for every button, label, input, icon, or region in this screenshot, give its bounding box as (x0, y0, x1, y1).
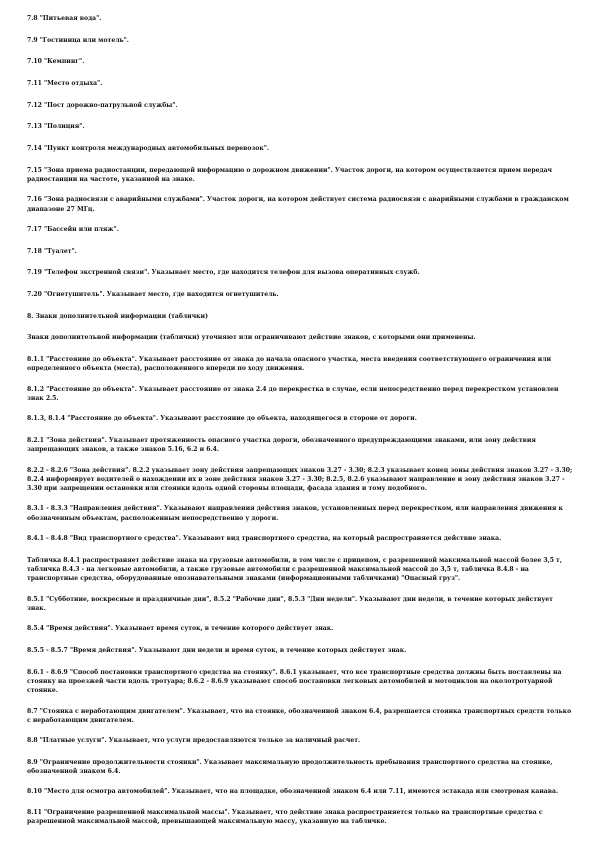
paragraph-7-18: 7.18 "Туалет". (27, 247, 77, 255)
paragraph-7-12: 7.12 "Пост дорожно-патрульной службы". (27, 101, 178, 109)
paragraph-7-8: 7.8 "Питьевая вода". (27, 15, 102, 22)
section-heading-8: 8. Знаки дополнительной информации (таблички) (27, 312, 208, 320)
paragraph-8-7: 8.7 "Стоянка с неработающим двигателем". Указывает, что на стоянке, обозначенной знаком 6.4, разрешается стоянка транспортных средств только с неработающим двигателем. (27, 707, 572, 724)
paragraph-8-8: 8.8 "Платные услуги". Указывает, что услуги предоставляются только за наличный расчет. (27, 737, 361, 745)
paragraph-8-2-1: 8.2.1 "Зона действия". Указывает протяженность опасного участка дороги, обозначенного предупреждающими знаками, или зону действия запрещающих знаков, а также знаков 5.16, 6.2 и 6.4. (27, 437, 536, 454)
paragraph-7-13: 7.13 "Полиция". (27, 123, 85, 131)
paragraph-8-4-1: 8.4.1 - 8.4.8 "Вид транспортного средства". Указывают вид транспортного средства, на который распространяется действие знака. (27, 535, 502, 543)
paragraph-8-2-2: 8.2.2 - 8.2.6 "Зона действия". 8.2.2 указывает зону действия запрещающих знаков 3.27 - 3.30; 8.2.3 указывает конец зоны действия знаков 3.27 - 3.30; 8.2.4 информирует водителей о нахождении их в зоне действия знаков 3.27 - 3.30; 8.2.5, 8.2.6 указывают направление и зону действия знаков 3.27 - 3.30 при запрещении остановки или стоянки вдоль одной стороны площади, фасада здания и тому подобного. (27, 466, 573, 493)
paragraph-8-1-1: 8.1.1 "Расстояние до объекта". Указывает расстояние от знака до начала опасного участка, места введения соответствующего ограничения или определенного объекта (места), расположенного впереди по ходу движения. (27, 356, 552, 373)
paragraph-7-9: 7.9 "Гостиница или мотель". (27, 36, 129, 44)
paragraph-8-5-4: 8.5.4 "Время действия". Указывает время суток, в течение которого действует знак. (27, 625, 334, 633)
paragraph-8-6-1: 8.6.1 - 8.6.9 "Способ постановки транспортного средства на стоянку". 8.6.1 указывает, что все транспортные средства должны быть поставлены на стоянку на проезжей части вдоль тротуара; 8.6.2 - 8.6.9 указывают способ постановки легковых автомобилей и мотоциклов на околотротуарной стоянке. (27, 668, 562, 695)
paragraph-8-5-1: 8.5.1 "Субботние, воскресные и праздничные дни", 8.5.2 "Рабочие дни", 8.5.3 "Дни недели". Указывают дни недели, в течение которых действует знак. (27, 595, 553, 612)
paragraph-7-14: 7.14 "Пункт контроля международных автомобильных перевозок". (27, 145, 270, 153)
paragraph-8-11: 8.11 "Ограничение разрешенной максимальной массы". Указывает, что действие знака распространяется только на транспортные средства с разрешенной максимальной массой, превышающей максимальную массу, указанную на табличке. (27, 808, 543, 825)
paragraph-8-10: 8.10 "Место для осмотра автомобилей". Указывает, что на площадке, обозначенной знаком 6.4 или 7.11, имеются эстакада или смотровая канава. (27, 788, 559, 796)
paragraph-7-10: 7.10 "Кемпинг". (27, 58, 85, 66)
paragraph-7-16: 7.16 "Зона радиосвязи с аварийными службами". Участок дороги, на котором действует система радиосвязи с аварийными службами в гражданском диапазоне 27 МГц. (27, 196, 569, 213)
paragraph-7-20: 7.20 "Огнетушитель". Указывает место, где находится огнетушитель. (27, 291, 279, 299)
paragraph-8-intro: Знаки дополнительной информации (таблички) уточняют или ограничивают действие знаков, с которыми они применены. (27, 334, 476, 342)
paragraph-7-15: 7.15 "Зона приема радиостанции, передающей информацию о дорожном движении". Участок дороги, на котором осуществляется прием передач радиостанции на частоте, указанной на знаке. (27, 166, 552, 184)
paragraph-8-9: 8.9 "Ограничение продолжительности стоянки". Указывает максимальную продолжительность пребывания транспортного средства на стоянке, обозначенной знаком 6.4. (27, 758, 553, 776)
paragraph-8-1-3: 8.1.3, 8.1.4 "Расстояние до объекта". Указывают расстояние до объекта, находящегося в стороне от дороги. (27, 415, 417, 423)
paragraph-7-11: 7.11 "Место отдыха". (27, 80, 103, 88)
paragraph-7-19: 7.19 "Телефон экстренной связи". Указывает место, где находится телефон для вызова оперативных служб. (27, 269, 420, 277)
paragraph-8-5-5: 8.5.5 - 8.5.7 "Время действия". Указывают дни недели и время суток, в течение которых действует знак. (27, 646, 407, 654)
paragraph-8-4-tablichka: Табличка 8.4.1 распространяет действие знака на грузовые автомобили, в том числе с прицепом, с разрешенной максимальной массой более 3,5 т, табличка 8.4.3 - на легковые автомобили, а также грузовые автомобили с разрешенной максимальной массой до 3,5 т, табличка 8.4.8 - на транспортные средства, оборудованные опознавательными знаками (информационными табличками) "Опасный груз". (27, 556, 562, 583)
paragraph-8-1-2: 8.1.2 "Расстояние до объекта". Указывает расстояние от знака 2.4 до перекрестка в случае, если непосредственно перед перекрестком установлен знак 2.5. (27, 385, 559, 403)
paragraph-8-3-1: 8.3.1 - 8.3.3 "Направления действия". Указывают направления действия знаков, установленных перед перекрестком, или направления движения к обозначенным объектам, расположенным непосредственно у дороги. (27, 505, 563, 522)
paragraph-7-17: 7.17 "Бассейн или пляж". (27, 226, 119, 233)
